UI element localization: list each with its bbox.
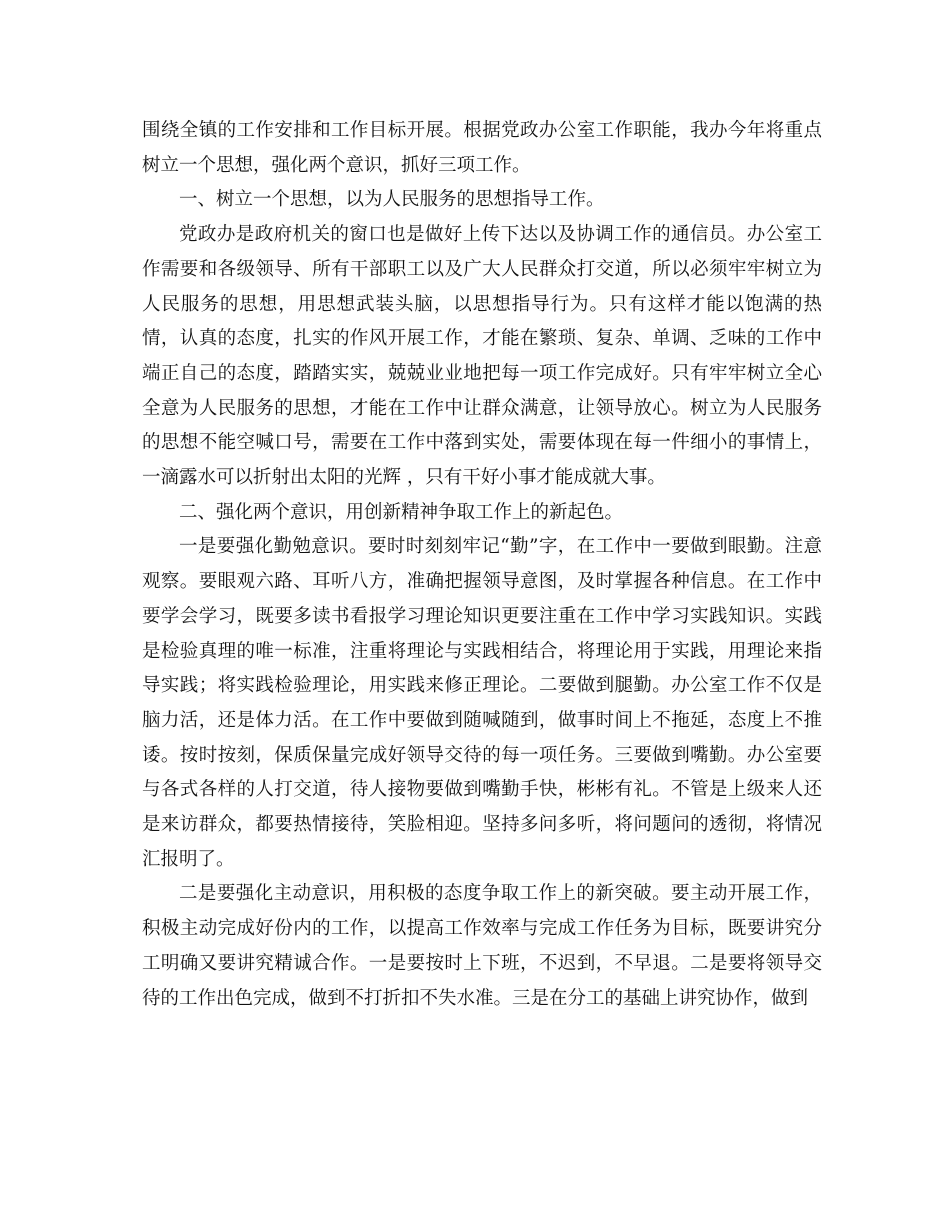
paragraph-initiative: 二是要强化主动意识，用积极的态度争取工作上的新突破。要主动开展工作，积极主动完成好份内的工作，以提高工作效率与完成工作任务为目标，既要讲究分工明确又要讲究精诚合作。一是要按时上下班，不迟到，不早退。二是要将领导交待的工作出色完成，做到不打折扣不失水准。三是在分工的基础上讲究协作，做到 — [142, 883, 822, 1009]
document-body — [142, 114, 822, 1016]
section-heading-two: 二、强化两个意识，用创新精神争取工作上的新起色。 — [179, 501, 624, 523]
paragraph-diligence: 一是要强化勤勉意识。要时时刻刻牢记“勤”字，在工作中一要做到眼勤。注意观察。要眼观六路、耳听八方，准确把握领导意图，及时掌握各种信息。在工作中要学会学习，既要多读书看报学习理论知识更要注重在工作中学习实践知识。实践是检验真理的唯一标准，注重将理论与实践相结合，将理论用于实践，用理论来指导实践；将实践检验理论，用实践来修正理论。二要做到腿勤。办公室工作不仅是脑力活，还是体力活。在工作中要做到随喊随到，做事时间上不拖延，态度上不推诿。按时按刻，保质保量完成好领导交待的每一项任务。三要做到嘴勤。办公室要与各式各样的人打交道，待人接物要做到嘴勤手快，彬彬有礼。不管是上级来人还是来访群众，都要热情接待，笑脸相迎。坚持多问多听，将问题问的透彻，将情况汇报明了。 — [142, 536, 822, 870]
paragraph-service-thought: 党政办是政府机关的窗口也是做好上传下达以及协调工作的通信员。办公室工作需要和各级领导、所有干部职工以及广大人民群众打交道，所以必须牢牢树立为人民服务的思想，用思想武装头脑，以思想指导行为。只有这样才能以饱满的热情，认真的态度，扎实的作风开展工作，才能在繁琐、复杂、单调、乏味的工作中端正自己的态度，踏踏实实，兢兢业业地把每一项工作完成好。只有牢牢树立全心全意为人民服务的思想，才能在工作中让群众满意，让领导放心。树立为人民服务的思想不能空喊口号，需要在工作中落到实处，需要体现在每一件细小的事情上，一滴露水可以折射出太阳的光辉 ，只有干好小事才能成就大事。 — [142, 224, 822, 489]
section-heading-one: 一、树立一个思想，以为人民服务的思想指导工作。 — [179, 189, 605, 211]
paragraph-intro: 围绕全镇的工作安排和工作目标开展。根据党政办公室工作职能，我办今年将重点树立一个思想，强化两个意识，抓好三项工作。 — [142, 120, 822, 176]
